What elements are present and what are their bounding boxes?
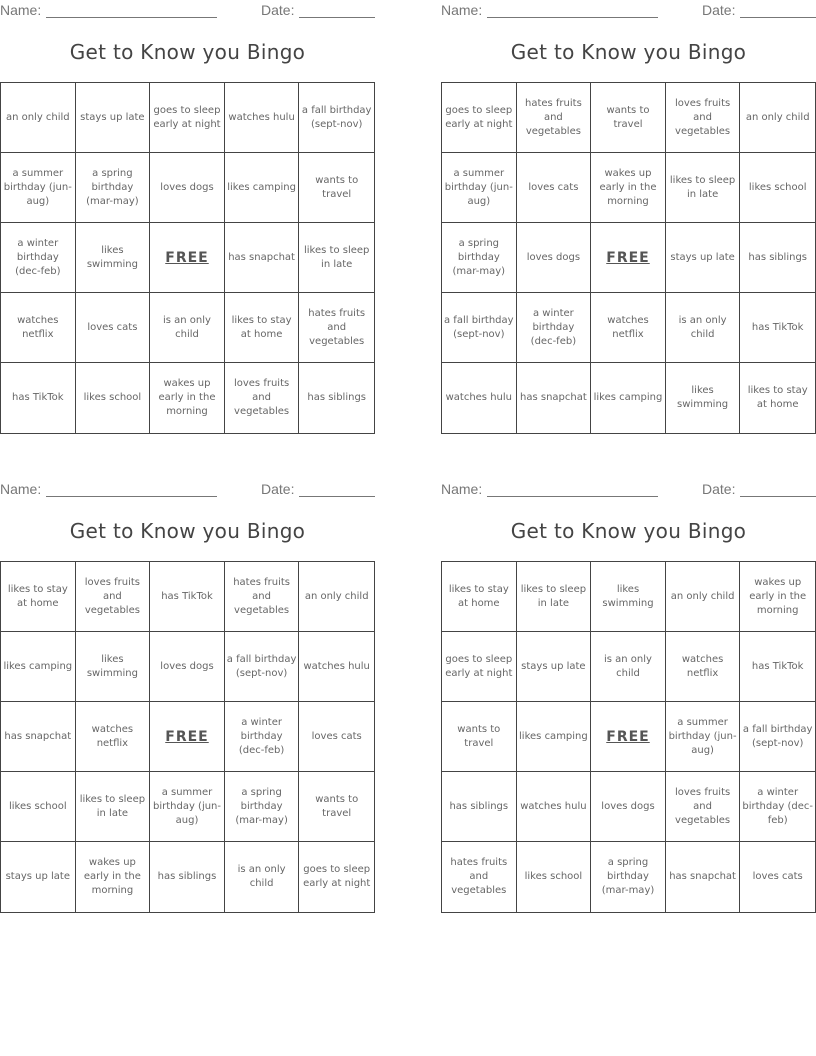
bingo-cell[interactable]: likes to sleep in late — [76, 772, 151, 842]
bingo-cell[interactable]: watches hulu — [299, 632, 374, 702]
bingo-cell[interactable]: a summer birthday (jun-aug) — [442, 153, 517, 223]
bingo-cell[interactable]: a fall birthday (sept-nov) — [299, 83, 374, 153]
date-label: Date: — [702, 481, 736, 497]
bingo-cell[interactable]: wants to travel — [299, 772, 374, 842]
bingo-cell[interactable]: stays up late — [76, 83, 151, 153]
bingo-cell[interactable]: is an only child — [591, 632, 666, 702]
bingo-cell[interactable]: a fall birthday (sept-nov) — [442, 293, 517, 363]
bingo-cell[interactable]: likes swimming — [76, 223, 151, 293]
bingo-cell[interactable]: hates fruits and vegetables — [517, 83, 592, 153]
bingo-cell[interactable]: wakes up early in the morning — [591, 153, 666, 223]
bingo-cell[interactable]: likes camping — [225, 153, 300, 223]
date-label: Date: — [261, 2, 295, 18]
bingo-cell[interactable]: likes to stay at home — [747, 385, 808, 410]
bingo-cell[interactable]: is an only child — [666, 293, 741, 363]
bingo-cell[interactable]: loves fruits and vegetables — [666, 772, 741, 842]
bingo-cell[interactable]: loves cats — [752, 871, 803, 882]
bingo-cell[interactable]: wants to travel — [299, 153, 374, 223]
bingo-cell[interactable]: has snapchat — [666, 842, 741, 912]
bingo-title: Get to Know you Bingo — [510, 519, 747, 543]
bingo-cell[interactable]: a fall birthday (sept-nov) — [740, 702, 815, 772]
bingo-cell[interactable]: loves fruits and vegetables — [666, 83, 741, 153]
bingo-cell[interactable]: loves dogs — [150, 153, 225, 223]
bingo-cell[interactable]: likes camping — [591, 363, 666, 433]
bingo-cell[interactable]: has TikTok — [740, 293, 815, 363]
bingo-cell[interactable]: has siblings — [150, 842, 225, 912]
bingo-cell[interactable]: wakes up early in the morning — [150, 363, 225, 433]
bingo-cell[interactable]: an only child — [740, 83, 815, 153]
bingo-cell[interactable]: loves dogs — [591, 772, 666, 842]
date-field[interactable] — [299, 17, 375, 18]
bingo-grid — [0, 82, 375, 434]
bingo-cell[interactable]: watches netflix — [76, 702, 151, 772]
bingo-cell[interactable]: likes to stay at home — [225, 293, 300, 363]
bingo-cell[interactable]: likes swimming — [76, 632, 151, 702]
name-label: Name: — [441, 2, 483, 18]
bingo-cell[interactable]: likes camping — [1, 632, 76, 702]
bingo-cell[interactable]: wakes up early in the morning — [76, 842, 151, 912]
card-header — [441, 2, 816, 20]
bingo-cell[interactable]: has TikTok — [1, 363, 76, 433]
bingo-cell[interactable]: likes to stay at home — [442, 562, 517, 632]
bingo-cell[interactable]: has siblings — [307, 392, 367, 403]
card-header — [0, 2, 375, 20]
bingo-cell[interactable]: an only child — [299, 562, 374, 632]
free-space-cell[interactable]: FREE — [591, 223, 666, 293]
bingo-cell[interactable]: a spring birthday (mar-may) — [76, 153, 151, 223]
bingo-cell[interactable]: a fall birthday (sept-nov) — [225, 632, 300, 702]
bingo-cell[interactable]: stays up late — [1, 842, 76, 912]
bingo-cell[interactable]: likes swimming — [591, 562, 666, 632]
bingo-cell[interactable]: loves cats — [299, 702, 374, 772]
bingo-cell[interactable]: has siblings — [442, 772, 517, 842]
bingo-cell[interactable]: wants to travel — [442, 702, 517, 772]
bingo-cell[interactable]: is an only child — [150, 293, 225, 363]
bingo-cell[interactable]: goes to sleep early at night — [150, 83, 225, 153]
bingo-cell[interactable]: stays up late — [517, 632, 592, 702]
date-label: Date: — [261, 481, 295, 497]
bingo-grid — [0, 561, 375, 913]
bingo-cell[interactable]: goes to sleep early at night — [442, 83, 517, 153]
bingo-cell[interactable]: has snapchat — [225, 223, 300, 293]
bingo-title: Get to Know you Bingo — [510, 40, 747, 64]
bingo-cell[interactable]: likes school — [76, 363, 151, 433]
bingo-cell[interactable]: watches hulu — [225, 83, 300, 153]
bingo-cell[interactable]: hates fruits and vegetables — [442, 842, 517, 912]
bingo-cell[interactable]: a spring birthday (mar-may) — [442, 223, 517, 293]
bingo-cell[interactable]: likes camping — [517, 702, 592, 772]
bingo-title: Get to Know you Bingo — [69, 40, 306, 64]
date-label: Date: — [702, 2, 736, 18]
bingo-cell[interactable]: an only child — [1, 83, 76, 153]
name-label: Name: — [0, 2, 42, 18]
free-space-cell[interactable]: FREE — [150, 702, 225, 772]
bingo-cell[interactable]: goes to sleep early at night — [303, 864, 371, 889]
bingo-cell[interactable]: a winter birthday (dec-feb) — [1, 223, 76, 293]
bingo-cell[interactable]: is an only child — [225, 842, 300, 912]
bingo-cell[interactable]: loves dogs — [517, 223, 592, 293]
name-field[interactable] — [46, 496, 217, 497]
bingo-cell[interactable]: hates fruits and vegetables — [299, 293, 374, 363]
date-field[interactable] — [740, 17, 816, 18]
bingo-cell[interactable]: a winter birthday (dec-feb) — [225, 702, 300, 772]
name-field[interactable] — [487, 496, 658, 497]
bingo-cell[interactable]: likes to sleep in late — [299, 223, 374, 293]
bingo-cell[interactable]: a summer birthday (jun-aug) — [150, 772, 225, 842]
bingo-grid — [441, 561, 816, 913]
bingo-cell[interactable]: stays up late — [666, 223, 741, 293]
date-field[interactable] — [740, 496, 816, 497]
bingo-grid — [441, 82, 816, 434]
bingo-cell[interactable]: watches hulu — [517, 772, 592, 842]
bingo-cell[interactable]: has snapchat — [517, 363, 592, 433]
bingo-cell[interactable]: likes to sleep in late — [666, 153, 741, 223]
bingo-cell[interactable]: watches netflix — [666, 632, 741, 702]
bingo-cell[interactable]: wants to travel — [591, 83, 666, 153]
name-field[interactable] — [46, 17, 217, 18]
bingo-cell[interactable]: a winter birthday (dec-feb) — [517, 293, 592, 363]
name-field[interactable] — [487, 17, 658, 18]
bingo-cell[interactable]: a spring birthday (mar-may) — [225, 772, 300, 842]
bingo-cell[interactable]: a summer birthday (jun-aug) — [1, 153, 76, 223]
bingo-cell[interactable]: likes to sleep in late — [517, 562, 592, 632]
name-label: Name: — [441, 481, 483, 497]
bingo-cell[interactable]: watches hulu — [442, 363, 517, 433]
bingo-cell[interactable]: a spring birthday (mar-may) — [591, 842, 666, 912]
bingo-cell[interactable]: loves fruits and vegetables — [76, 562, 151, 632]
bingo-cell[interactable]: likes school — [1, 772, 76, 842]
bingo-cell[interactable]: watches netflix — [1, 293, 76, 363]
bingo-cell[interactable]: has TikTok — [740, 632, 815, 702]
bingo-cell[interactable]: likes swimming — [666, 363, 741, 433]
bingo-cell[interactable]: loves dogs — [150, 632, 225, 702]
bingo-cell[interactable]: has snapchat — [1, 702, 76, 772]
bingo-cell[interactable]: hates fruits and vegetables — [225, 562, 300, 632]
bingo-cell[interactable]: an only child — [666, 562, 741, 632]
bingo-cell[interactable]: watches netflix — [591, 293, 666, 363]
free-space-cell[interactable]: FREE — [591, 702, 666, 772]
bingo-cell[interactable]: likes to stay at home — [1, 562, 76, 632]
card-header — [0, 481, 375, 499]
bingo-cell[interactable]: wakes up early in the morning — [740, 562, 815, 632]
card-header — [441, 481, 816, 499]
name-label: Name: — [0, 481, 42, 497]
bingo-cell[interactable]: a summer birthday (jun-aug) — [666, 702, 741, 772]
bingo-cell[interactable]: loves fruits and vegetables — [225, 363, 300, 433]
bingo-cell[interactable]: likes school — [517, 842, 592, 912]
date-field[interactable] — [299, 496, 375, 497]
bingo-cell[interactable]: has TikTok — [150, 562, 225, 632]
bingo-cell[interactable]: a winter birthday (dec-feb) — [740, 772, 815, 842]
bingo-cell[interactable]: likes school — [740, 153, 815, 223]
bingo-cell[interactable]: has siblings — [740, 223, 815, 293]
bingo-cell[interactable]: loves cats — [76, 293, 151, 363]
bingo-cell[interactable]: goes to sleep early at night — [442, 632, 517, 702]
free-space-cell[interactable]: FREE — [150, 223, 225, 293]
bingo-cell[interactable]: loves cats — [517, 153, 592, 223]
bingo-title: Get to Know you Bingo — [69, 519, 306, 543]
